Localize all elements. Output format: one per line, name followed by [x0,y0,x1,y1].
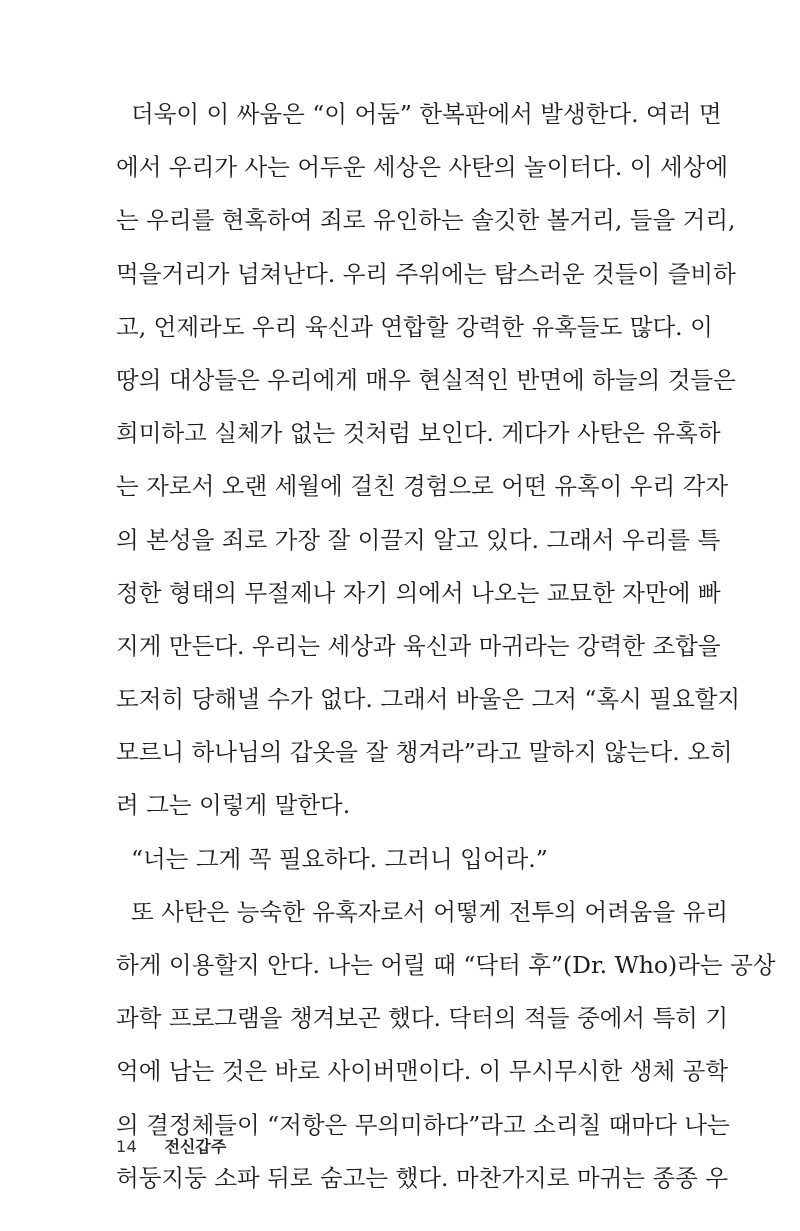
text-line: 또 사탄은 능숙한 유혹자로서 어떻게 전투의 어려움을 유리 [116,897,729,926]
text-line: 고, 언제라도 우리 육신과 연합할 강력한 유혹들도 많다. 이 [116,312,713,341]
text-line: 는 자로서 오랜 세월에 걸친 경험으로 어떤 유혹이 우리 각자 [116,472,729,501]
text-line: 하게 이용할지 안다. 나는 어릴 때 “닥터 후”(Dr. Who)라는 공상 [116,951,776,979]
text-line: 더욱이 이 싸움은 “이 어둠” 한복판에서 발생한다. 여러 면 [116,100,722,128]
text-line: 과학 프로그램을 챙겨보곤 했다. 닥터의 적들 중에서 특히 기 [116,1004,729,1033]
text-line: 희미하고 실체가 없는 것처럼 보인다. 게다가 사탄은 유혹하 [116,419,721,448]
page-number: 14 [116,1137,138,1156]
text-line: 모르니 하나님의 갑옷을 잘 챙겨라”라고 말하지 않는다. 오히 [116,738,733,767]
text-line: 려 그는 이렇게 말한다. [116,791,351,820]
text-line: 정한 형태의 무절제나 자기 의에서 나오는 교묘한 자만에 빠 [116,578,721,607]
page-footer [116,1132,226,1162]
text-line: 억에 남는 것은 바로 사이버맨이다. 이 무시무시한 생체 공학 [116,1057,729,1086]
text-line: 도저히 당해낼 수가 없다. 그래서 바울은 그저 “혹시 필요할지 [116,685,741,714]
text-line: 는 우리를 현혹하여 죄로 유인하는 솔깃한 볼거리, 들을 거리, [116,206,736,235]
running-title: 전신갑주 [164,1137,227,1156]
text-line: 땅의 대상들은 우리에게 매우 현실적인 반면에 하늘의 것들은 [116,365,736,394]
text-line: 먹을거리가 넘쳐난다. 우리 주위에는 탐스러운 것들이 즐비하 [116,259,736,288]
text-line: 지게 만든다. 우리는 세상과 육신과 마귀라는 강력한 조합을 [116,631,721,660]
text-line: 의 결정체들이 “저항은 무의미하다”라고 소리칠 때마다 나는 [116,1110,730,1139]
text-line: 에서 우리가 사는 어두운 세상은 사탄의 놀이터다. 이 세상에 [116,153,729,182]
text-line: 의 본성을 죄로 가장 잘 이끌지 알고 있다. 그래서 우리를 특 [116,525,721,554]
text-line: 허둥지둥 소파 뒤로 숨고는 했다. 마찬가지로 마귀는 종종 우 [116,1163,729,1192]
body-text [116,88,776,1205]
quote-line: “너는 그게 꼭 필요하다. 그러니 입어라.” [116,844,548,873]
